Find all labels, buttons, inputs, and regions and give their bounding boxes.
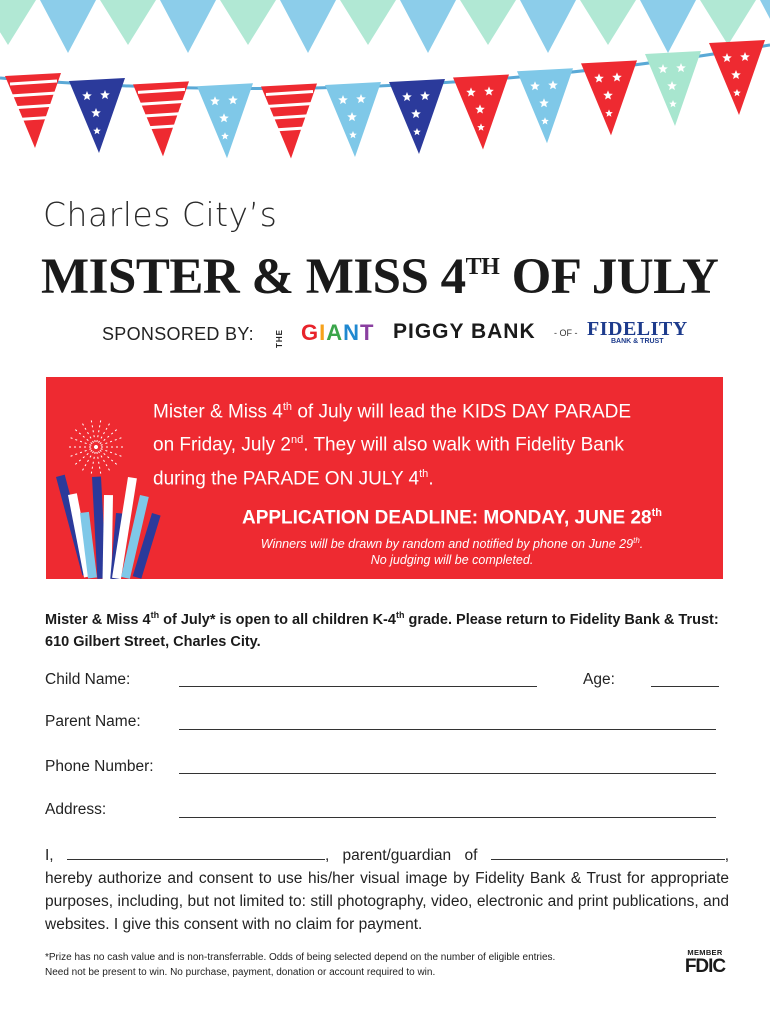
address-field[interactable] <box>179 817 716 818</box>
winners-line-1-b: . <box>639 537 644 552</box>
announcement-line-3-sup: th <box>419 467 429 480</box>
winners-line-1-sup: th <box>633 536 640 545</box>
announcement-line-2-sup: nd <box>290 434 304 447</box>
bunting-top-flag <box>340 0 396 45</box>
sponsor-row <box>102 318 742 352</box>
eligibility-text <box>45 604 729 653</box>
title-part2: MISS 4 <box>293 249 466 305</box>
title-superscript: TH <box>465 254 500 280</box>
sponsor-label: SPONSORED BY: <box>102 324 254 344</box>
phone-number-label: Phone Number: <box>45 758 154 775</box>
bunting-flag <box>453 74 509 149</box>
announcement-line-1-b: of July will lead the KIDS DAY PARADE <box>292 401 632 423</box>
announcement-line-3 <box>153 460 713 493</box>
bunting-flag <box>69 78 125 153</box>
child-name-field[interactable] <box>179 686 537 687</box>
prize-disclaimer <box>45 950 675 980</box>
intro-text: Charles City’s <box>43 195 278 234</box>
disclaimer-line-1: *Prize has no cash value and is non-transferrable. Odds of being selected depend on the number of eligible entries. <box>45 952 556 963</box>
firework-spark <box>81 447 96 473</box>
bunting-flag <box>581 60 637 135</box>
bunting-top-flag <box>700 0 756 45</box>
bunting-flag <box>197 83 253 158</box>
age-field[interactable] <box>651 686 719 687</box>
eligibility-part2: of July* is open to all children K-4 <box>159 611 396 628</box>
giant-letter-g: G <box>301 320 320 345</box>
firework-spark <box>68 447 96 457</box>
firework-spark <box>96 447 124 457</box>
bunting-flag <box>325 82 381 157</box>
firework-spark <box>96 447 119 466</box>
bunting-top-flag <box>0 0 36 45</box>
consent-start: I, <box>45 847 67 864</box>
firework-spark <box>81 421 96 447</box>
bunting-top-flag <box>520 0 576 53</box>
member-fdic-logo <box>682 948 728 976</box>
announcement-text <box>153 393 713 493</box>
giant-letter-a: A <box>326 320 344 345</box>
consent-paragraph <box>45 844 729 936</box>
consent-mid: , parent/guardian of <box>324 847 491 864</box>
announcement-line-1 <box>153 393 713 426</box>
bunting-flag <box>5 73 61 148</box>
application-deadline <box>46 507 770 529</box>
bunting-flag <box>709 40 765 115</box>
firework-spark <box>73 428 96 447</box>
fdic-text: FDIC <box>684 956 726 977</box>
winners-note <box>46 533 770 568</box>
giant-letter-i: I <box>319 320 327 345</box>
bunting-top-flag <box>400 0 456 53</box>
fdic-member-text: MEMBER <box>687 948 723 957</box>
guardian-name-field[interactable] <box>67 845 325 860</box>
fidelity-logo-name: FIDELITY <box>587 318 688 340</box>
announcement-line-1-a: Mister & Miss 4 <box>153 401 283 423</box>
bunting-top-flag <box>40 0 96 53</box>
announcement-line-3-a: during the PARADE ON JULY 4 <box>153 467 420 489</box>
deadline-text: APPLICATION DEADLINE: MONDAY, JUNE 28 <box>241 507 652 529</box>
bunting-flag <box>645 51 701 126</box>
giant-logo <box>301 320 374 346</box>
firework-spark <box>96 447 111 473</box>
piggy-bank-logo-text: PIGGY BANK <box>393 320 536 343</box>
bunting-flag <box>261 83 317 158</box>
winners-line-1 <box>46 533 770 552</box>
bunting-top-flag <box>640 0 696 53</box>
deadline-sup: th <box>651 507 662 519</box>
firework-spark <box>96 428 119 447</box>
child-name-consent-field[interactable] <box>491 845 725 860</box>
sponsor-of: - OF - <box>554 328 578 338</box>
firework-spark <box>96 421 111 447</box>
giant-letter-t: T <box>360 320 375 345</box>
eligibility-part1: Mister & Miss 4 <box>45 611 151 628</box>
eligibility-part3: grade. Please return to Fidelity Bank & Trust: 610 Gilbert Street, Charles City. <box>45 611 719 650</box>
title-part3: OF JULY <box>499 249 719 305</box>
bunting-flag <box>389 79 445 154</box>
consent-body: hereby authorize and consent to use his/her visual image by Fidelity Bank & Trust for appropriate purposes, including, but not limited to: still photography, video, electronic and print publications, and websites. I give this consent with no claim for payment. <box>45 870 729 933</box>
firework-spark <box>73 447 96 466</box>
address-label: Address: <box>45 801 107 818</box>
disclaimer-line-2: Need not be present to win. No purchase, payment, donation or account required to win. <box>45 967 436 978</box>
phone-number-field[interactable] <box>179 773 716 774</box>
firework-spark <box>96 437 124 447</box>
bunting-top-flag <box>460 0 516 45</box>
announcement-line-1-sup: th <box>282 401 293 413</box>
parent-name-field[interactable] <box>179 729 716 730</box>
flag-bunting-decoration <box>0 0 770 175</box>
age-label: Age: <box>583 671 615 688</box>
consent-end: , <box>724 847 729 864</box>
announcement-line-2 <box>153 426 713 459</box>
firework-spark <box>68 437 96 447</box>
eligibility-sup1: th <box>150 610 160 620</box>
bunting-top-flag <box>580 0 636 45</box>
title-part1: MISTER <box>41 249 252 305</box>
announcement-box <box>46 377 723 579</box>
fidelity-logo-subtitle: BANK & TRUST <box>611 338 664 345</box>
winners-line-1-a: Winners will be drawn by random and notified by phone on June 29 <box>260 537 634 552</box>
bunting-flag <box>517 68 573 143</box>
bunting-top-flag <box>160 0 216 53</box>
announcement-line-2-a: on Friday, July 2 <box>153 434 291 456</box>
announcement-line-2-b: . They will also walk with Fidelity Bank <box>303 434 624 456</box>
bunting-flag <box>133 81 189 156</box>
parent-name-label: Parent Name: <box>45 713 141 730</box>
eligibility-sup2: th <box>395 610 405 620</box>
bunting-top-flag <box>280 0 336 53</box>
title-ampersand: & <box>251 249 294 305</box>
bunting-top-flag <box>100 0 156 45</box>
winners-line-2: No judging will be completed. <box>370 553 534 568</box>
announcement-line-3-b: . <box>428 467 434 489</box>
the-word: THE <box>275 329 284 348</box>
page-title <box>41 248 718 306</box>
fidelity-logo <box>587 318 688 348</box>
giant-letter-n: N <box>343 320 361 345</box>
bunting-top-flag <box>220 0 276 45</box>
child-name-label: Child Name: <box>45 671 131 688</box>
